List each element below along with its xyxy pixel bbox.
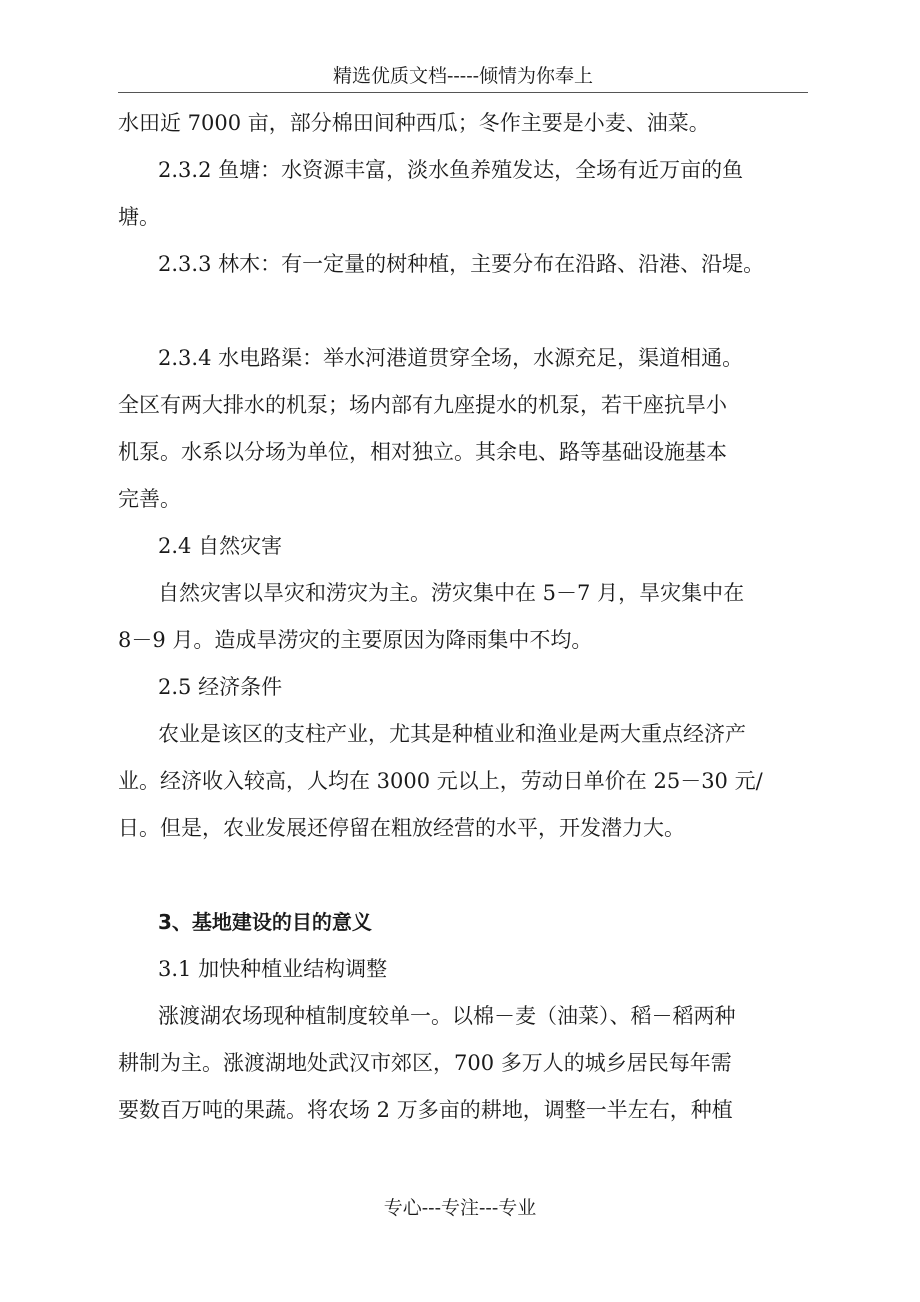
paragraph-line: 涨渡湖农场现种植制度较单一。以棉－麦（油菜）、稻－稻两种 (158, 1004, 736, 1028)
blank-line (118, 852, 818, 899)
paragraph-line: 完善。 (118, 487, 181, 511)
blank-line (118, 288, 818, 335)
paragraph-line: 水田近 7000 亩，部分棉田间种西瓜；冬作主要是小麦、油菜。 (118, 111, 710, 135)
heading-2-4: 2.4 自然灾害 (158, 534, 283, 558)
page-header: 精选优质文档-----倾情为你奉上 (118, 62, 808, 93)
paragraph-line: 农业是该区的支柱产业，尤其是种植业和渔业是两大重点经济产 (158, 722, 746, 746)
paragraph-line: 自然灾害以旱灾和涝灾为主。涝灾集中在 5－7 月，旱灾集中在 (158, 581, 745, 605)
section-2-3-4: 2.3.4 水电路渠：举水河港道贯穿全场，水源充足，渠道相通。 (158, 346, 744, 370)
heading-3: 3、基地建设的目的意义 (158, 910, 372, 934)
paragraph-line: 耕制为主。涨渡湖地处武汉市郊区，700 多万人的城乡居民每年需 (118, 1051, 732, 1075)
paragraph-line: 8－9 月。造成旱涝灾的主要原因为降雨集中不均。 (118, 628, 593, 652)
section-2-3-3: 2.3.3 林木：有一定量的树种植，主要分布在沿路、沿港、沿堤。 (158, 252, 765, 276)
heading-2-5: 2.5 经济条件 (158, 675, 283, 699)
paragraph-line: 塘。 (118, 205, 160, 229)
paragraph-line: 业。经济收入较高，人均在 3000 元以上，劳动日单价在 25－30 元/ (118, 769, 763, 793)
paragraph-line: 全区有两大排水的机泵；场内部有九座提水的机泵，若干座抗旱小 (118, 393, 727, 417)
section-2-3-2: 2.3.2 鱼塘：水资源丰富，淡水鱼养殖发达，全场有近万亩的鱼 (158, 158, 744, 182)
paragraph-line: 日。但是，农业发展还停留在粗放经营的水平，开发潜力大。 (118, 816, 685, 840)
heading-3-1: 3.1 加快种植业结构调整 (158, 957, 388, 981)
paragraph-line: 要数百万吨的果蔬。将农场 2 万多亩的耕地，调整一半左右，种植 (118, 1098, 733, 1122)
page-footer: 专心---专注---专业 (383, 1197, 537, 1219)
document-body (118, 100, 818, 1134)
paragraph-line: 机泵。水系以分场为单位，相对独立。其余电、路等基础设施基本 (118, 440, 727, 464)
